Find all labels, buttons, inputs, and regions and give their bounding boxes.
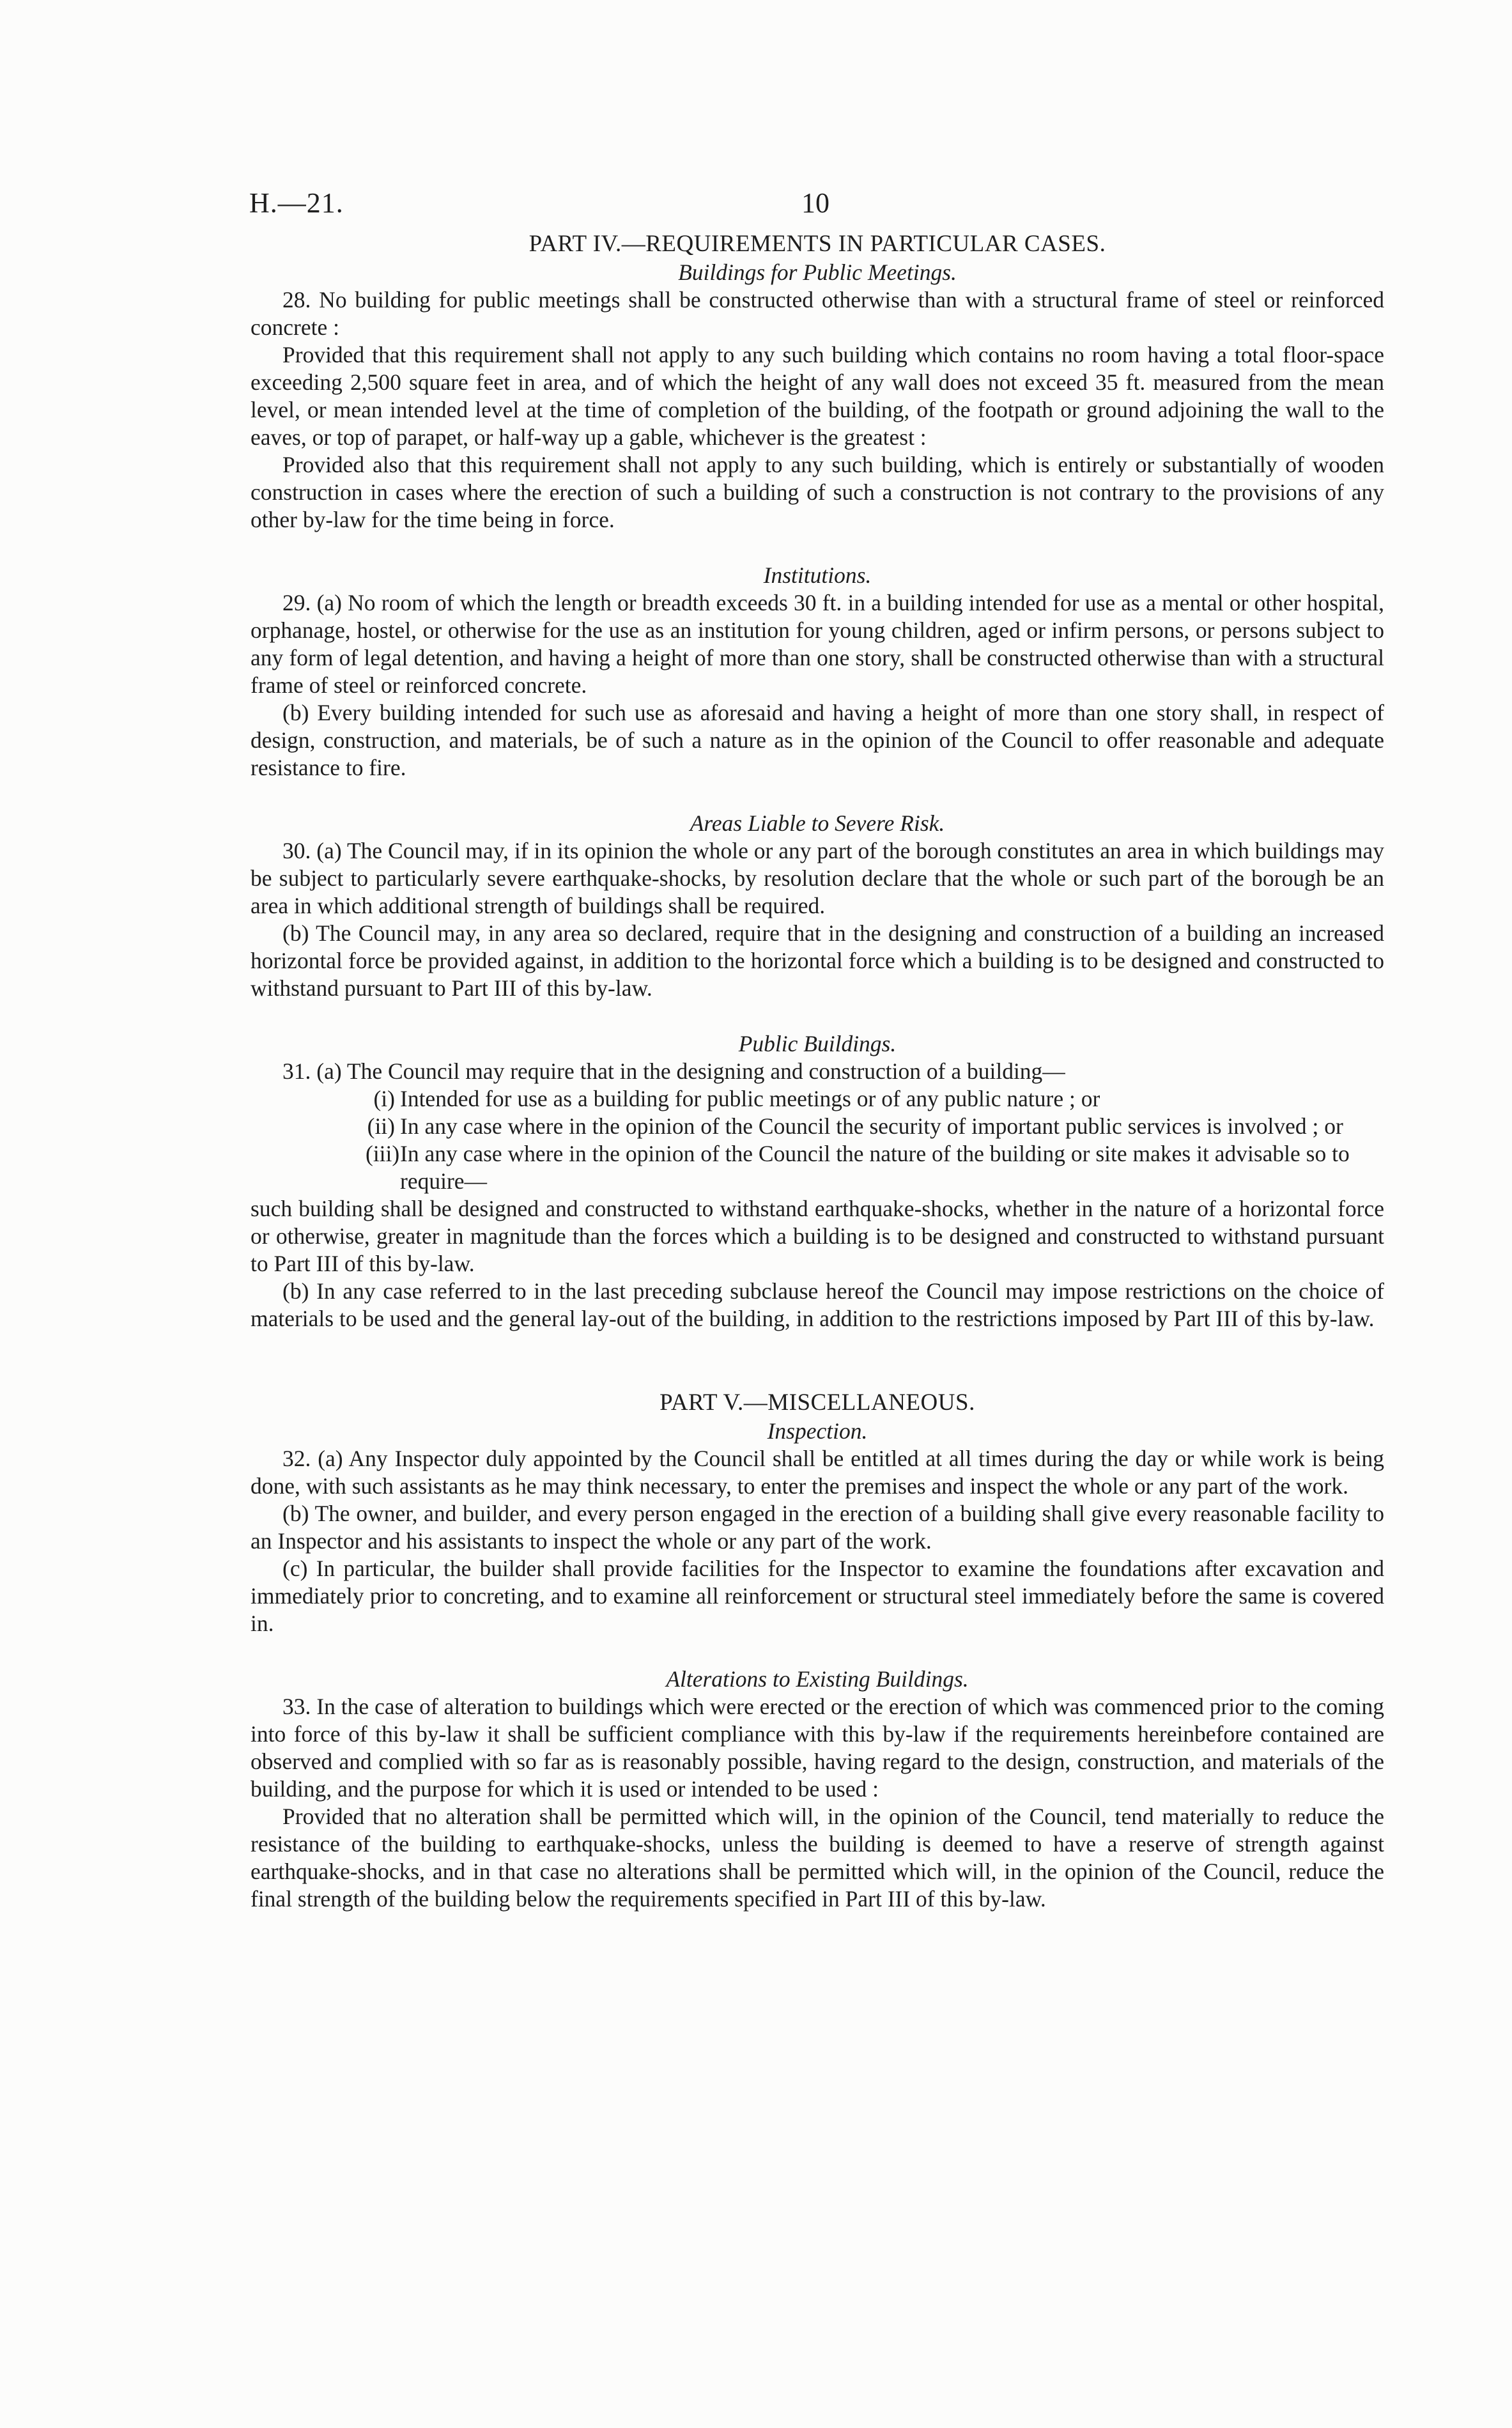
section-heading-areas-liable: Areas Liable to Severe Risk. bbox=[690, 810, 945, 836]
paragraph-30a: 30. (a) The Council may, if in its opinion the whole or any part of the borough constitutes an area in which buildings may be subject to particularly severe earthquake-shocks, by resolution declare that the whole or such part of the borough be an area in which additional strength of buildings shall be required. bbox=[251, 838, 1384, 918]
list-item bbox=[251, 1085, 1384, 1113]
paragraph-32a: 32. (a) Any Inspector duly appointed by the Council shall be entitled at all times during the day or while work is being done, with such assistants as he may think necessary, to enter the premises and inspect the whole or any part of the work. bbox=[251, 1446, 1384, 1499]
paragraph-29b: (b) Every building intended for such use as aforesaid and having a height of more than one story shall, in respect of design, construction, and materials, be of such a nature as in the opinion of the Council to offer reasonable and adequate resistance to fire. bbox=[251, 700, 1384, 780]
proviso-28-2: Provided also that this requirement shall not apply to any such building, which is entirely or substantially of wooden construction in cases where the erection of such a building of such a construction is not contrary to the provisions of any other by-law for the time being in force. bbox=[251, 452, 1384, 532]
page-content bbox=[251, 187, 1384, 1913]
section-heading-public-meetings: Buildings for Public Meetings. bbox=[678, 259, 957, 285]
list-item bbox=[251, 1113, 1384, 1140]
paragraph-31b: (b) In any case referred to in the last preceding subclause hereof the Council may impose restrictions on the choice of materials to be used and the general lay-out of the building, in addition to the restrictions imposed by Part III of this by-law. bbox=[251, 1278, 1384, 1331]
proviso-28-1: Provided that this requirement shall not apply to any such building which contains no room having a total floor-space exceeding 2,500 square feet in area, and of which the height of any wall does not exceed 35 ft. measured from the mean level, or mean intended level at the time of completion of the building, of the footpath or ground adjoining the wall to the eaves, or top of parapet, or half-way up a gable, whichever is the greatest : bbox=[251, 342, 1384, 450]
paragraph-32b: (b) The owner, and builder, and every person engaged in the erection of a building shall give every reasonable facility to an Inspector and his assistants to inspect the whole or any part of the work. bbox=[251, 1501, 1384, 1554]
page-number: 10 bbox=[801, 187, 829, 219]
list-item-text: Intended for use as a building for public meetings or of any public nature ; or bbox=[400, 1086, 1100, 1111]
section-heading-alterations: Alterations to Existing Buildings. bbox=[666, 1666, 969, 1692]
paragraph-30b: (b) The Council may, in any area so declared, require that in the designing and construction of a building an increased horizontal force be provided against, in addition to the horizontal force which a building is to be designed and constructed to withstand pursuant to Part III of this by-law. bbox=[251, 920, 1384, 1001]
paragraph-32c: (c) In particular, the builder shall provide facilities for the Inspector to examine the foundations after excavation and immediately prior to concreting, and to examine all reinforcement or structural steel immediately before the same is covered in. bbox=[251, 1556, 1384, 1636]
part-5-title: PART V.—MISCELLANEOUS. bbox=[660, 1389, 975, 1416]
paragraph-29a: 29. (a) No room of which the length or breadth exceeds 30 ft. in a building intended for use as a mental or other hospital, orphanage, hostel, or otherwise for the use as an institution for young children, aged or infirm persons, or persons subject to any form of legal detention, and having a height of more than one story, shall be constructed otherwise than with a structural frame of steel or reinforced concrete. bbox=[251, 590, 1384, 698]
list-item-text: In any case where in the opinion of the Council the security of important public services is involved ; or bbox=[400, 1113, 1343, 1139]
proviso-33: Provided that no alteration shall be permitted which will, in the opinion of the Council, tend materially to reduce the resistance of the building to earthquake-shocks, unless the building is deemed to have a reserve of strength against earthquake-shocks, and in that case no alterations shall be permitted which will, in the opinion of the Council, reduce the final strength of the building below the requirements specified in Part III of this by-law. bbox=[251, 1804, 1384, 1912]
subclause-list-31a bbox=[251, 1085, 1384, 1195]
list-item bbox=[251, 1140, 1384, 1195]
paragraph-31a-intro: 31. (a) The Council may require that in the designing and construction of a building— bbox=[282, 1058, 1065, 1084]
list-item-number: (iii) bbox=[366, 1141, 400, 1166]
list-item-number: (ii) bbox=[367, 1113, 395, 1139]
paragraph-33: 33. In the case of alteration to buildings which were erected or the erection of which was commenced prior to the coming into force of this by-law it shall be sufficient compliance with this by-law if the requirements hereinbefore contained are observed and complied with so far as is reasonably possible, having regard to the design, construction, and materials of the building, and the purpose for which it is used or intended to be used : bbox=[251, 1694, 1384, 1802]
section-heading-public-buildings: Public Buildings. bbox=[738, 1031, 897, 1056]
document-reference: H.—21. bbox=[249, 187, 344, 219]
section-heading-institutions: Institutions. bbox=[763, 562, 872, 588]
paragraph-31a-continuation: such building shall be designed and constructed to withstand earthquake-shocks, whether in the nature of a horizontal force or otherwise, greater in magnitude than the forces which a building is to be designed and constructed to withstand pursuant to Part III of this by-law. bbox=[251, 1196, 1384, 1276]
paragraph-28: 28. No building for public meetings shall be constructed otherwise than with a structural frame of steel or reinforced concrete : bbox=[251, 287, 1384, 340]
list-item-text: In any case where in the opinion of the Council the nature of the building or site makes it advisable so to require— bbox=[400, 1141, 1350, 1194]
list-item-number: (i) bbox=[373, 1086, 395, 1111]
section-heading-inspection: Inspection. bbox=[767, 1418, 868, 1444]
page-header bbox=[251, 187, 1384, 225]
part-4-title: PART IV.—REQUIREMENTS IN PARTICULAR CASES. bbox=[528, 231, 1106, 257]
